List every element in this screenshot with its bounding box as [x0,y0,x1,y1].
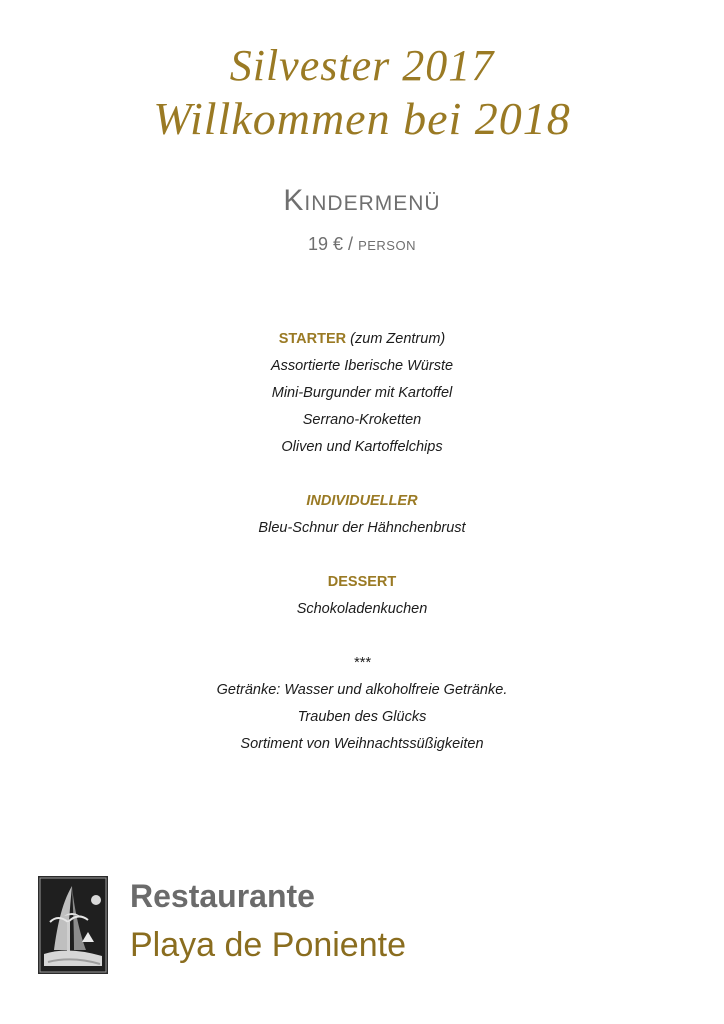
extra-item: Getränke: Wasser und alkoholfreie Getränke. [216,682,508,698]
menu-item: Bleu-Schnur der Hähnchenbrust [258,520,466,536]
menu-price [0,235,724,253]
restaurant-logo-icon [38,876,108,974]
section-title-individual: INDIVIDUELLER [306,493,418,509]
section-title-starter: STARTER [278,331,347,347]
menu-item: Schokoladenkuchen [296,601,428,617]
spacer [0,542,724,569]
title-line-2: Willkommen bei 2018 [153,93,571,144]
separator-stars: *** [353,655,371,671]
restaurant-name-line-1: Restaurante [130,878,315,914]
menu-name: Kindermenü [283,184,441,217]
extra-item: Sortiment von Weihnachtssüßigkeiten [240,736,484,752]
footer [38,876,698,976]
spacer [0,623,724,650]
price-amount: 19 € / [308,234,354,254]
price-unit: person [358,234,416,254]
spacer [0,461,724,488]
menu-item: Assortierte Iberische Würste [270,358,454,374]
restaurant-name-line-2: Playa de Poniente [130,926,406,964]
title-line-1: Silvester 2017 [229,41,495,90]
section-title-dessert: DESSERT [327,574,397,590]
menu-item: Oliven und Kartoffelchips [281,439,443,455]
menu-body [0,326,724,758]
extra-item: Trauben des Glücks [297,709,427,725]
section-header-starter [0,326,724,353]
menu-item: Serrano-Kroketten [302,412,422,428]
section-note-starter: (zum Zentrum) [350,331,446,347]
menu-item: Mini-Burgunder mit Kartoffel [271,385,453,401]
